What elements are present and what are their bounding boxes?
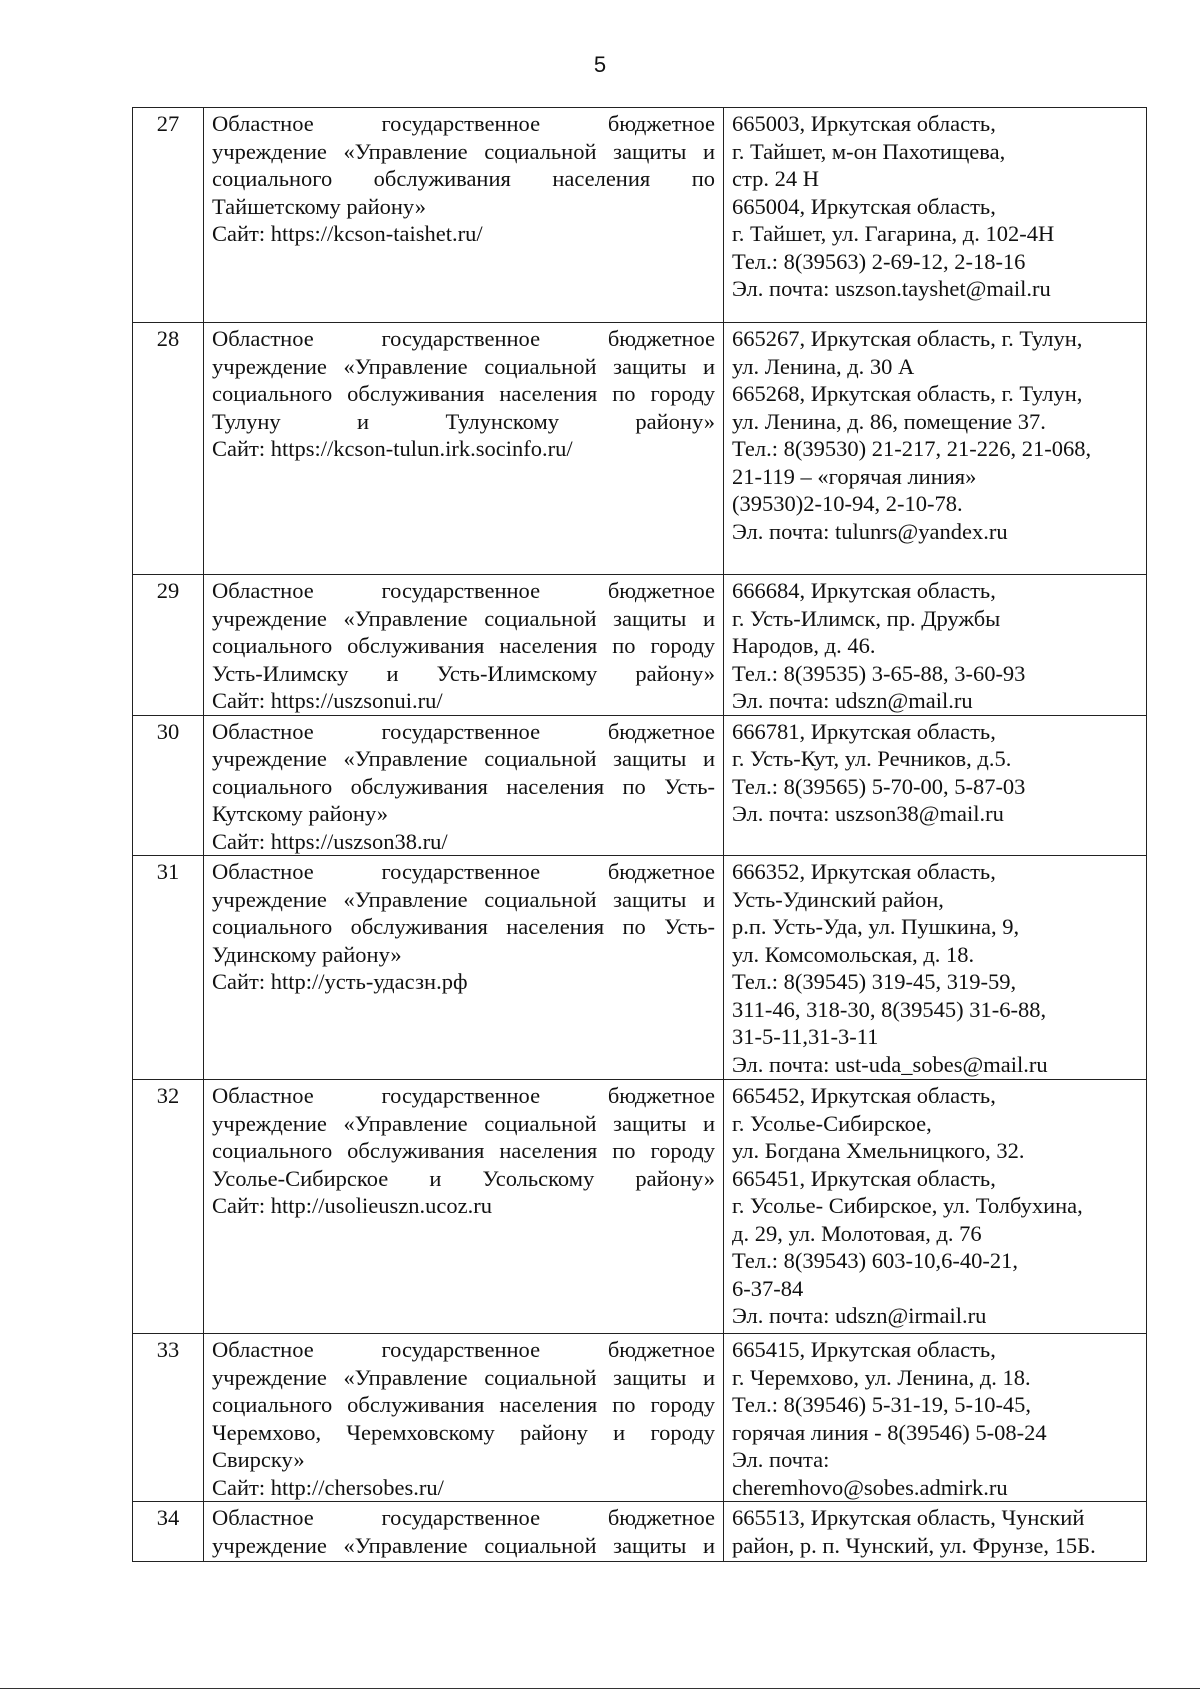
email-line[interactable]: Эл. почта: udszn@mail.ru [732, 688, 973, 713]
address-cell [724, 1334, 1147, 1502]
organization-name-line: Усть-Илимску и Усть-Илимскому району» [212, 660, 715, 686]
address-line: 21-119 – «горячая линия» [732, 463, 977, 489]
organization-name-line: социального обслуживания населения по городу [212, 1138, 715, 1163]
organization-name-line: Областное государственное бюджетное [212, 578, 715, 603]
organization-name-line: Тулуну и Тулунскому району» [212, 408, 715, 434]
address-cell [724, 1502, 1147, 1562]
address-line: район, р. п. Чунский, ул. Фрунзе, 15Б. [732, 1532, 1096, 1558]
row-number: 27 [133, 108, 204, 323]
organization-name-line: Усолье-Сибирское и Усольскому району» [212, 1165, 715, 1191]
table-row [133, 108, 1147, 323]
address-cell [724, 1080, 1147, 1334]
organization-name-line: Кутскому району» [212, 801, 389, 826]
address-line: 666684, Иркутская область, [732, 578, 996, 603]
address-line: Эл. почта: [732, 1447, 830, 1472]
address-line: Тел.: 8(39545) 319-45, 319-59, [732, 969, 1017, 994]
address-line: Тел.: 8(39543) 603-10,6-40-21, [732, 1248, 1018, 1273]
row-number: 32 [133, 1080, 204, 1334]
organization-name-line: Удинскому району» [212, 941, 402, 967]
table-row [133, 856, 1147, 1080]
website-line[interactable]: Сайт: https://kcson-tulun.irk.socinfo.ru/ [212, 436, 573, 461]
organization-cell [204, 575, 724, 716]
organization-name-line: учреждение «Управление социальной защиты и [212, 1532, 715, 1558]
address-line: 666781, Иркутская область, [732, 718, 996, 744]
table-row [133, 575, 1147, 716]
address-line: 665415, Иркутская область, [732, 1337, 996, 1362]
address-line: Тел.: 8(39546) 5-31-19, 5-10-45, [732, 1392, 1032, 1417]
row-number: 33 [133, 1334, 204, 1502]
organization-name-line: учреждение «Управление социальной защиты и [212, 1364, 715, 1390]
address-line: Усть-Удинский район, [732, 886, 944, 912]
organization-name-line: Тайшетскому району» [212, 193, 426, 219]
organization-cell [204, 1080, 724, 1334]
email-line[interactable]: Эл. почта: uszson.tayshet@mail.ru [732, 276, 1051, 301]
address-line: г. Усолье-Сибирское, [732, 1110, 932, 1136]
email-line[interactable]: Эл. почта: ust-uda_sobes@mail.ru [732, 1051, 1048, 1077]
address-line: г. Черемхово, ул. Ленина, д. 18. [732, 1364, 1031, 1390]
address-line: Народов, д. 46. [732, 633, 876, 658]
address-line: г. Усть-Кут, ул. Речников, д.5. [732, 746, 1012, 771]
organization-name-line: социального обслуживания населения по городу [212, 381, 715, 406]
website-line[interactable]: Сайт: http://chersobes.ru/ [212, 1474, 444, 1500]
address-cell [724, 323, 1147, 575]
website-line[interactable]: Сайт: https://uszsonui.ru/ [212, 688, 443, 713]
address-line: г. Усть-Илимск, пр. Дружбы [732, 605, 1001, 631]
organization-name-line: Областное государственное бюджетное [212, 111, 715, 136]
organization-name-line: Областное государственное бюджетное [212, 1505, 715, 1530]
address-cell [724, 575, 1147, 716]
email-line[interactable]: Эл. почта: udszn@irmail.ru [732, 1303, 987, 1328]
address-cell [724, 856, 1147, 1080]
website-line[interactable]: Сайт: http://усть-удасзн.рф [212, 969, 468, 994]
website-line[interactable]: Сайт: http://usolieuszn.ucoz.ru [212, 1193, 492, 1218]
address-line: г. Тайшет, м-он Пахотищева, [732, 138, 1006, 164]
website-line[interactable]: Сайт: https://uszson38.ru/ [212, 828, 448, 854]
organization-name-line: Областное государственное бюджетное [212, 859, 715, 884]
address-line: 6-37-84 [732, 1275, 804, 1301]
organization-name-line: учреждение «Управление социальной защиты и [212, 605, 715, 631]
organization-cell [204, 715, 724, 856]
organization-name-line: социального обслуживания населения по Усть- [212, 914, 715, 939]
address-line: 665004, Иркутская область, [732, 193, 996, 219]
address-line: (39530)2-10-94, 2-10-78. [732, 491, 963, 516]
organization-name-line: учреждение «Управление социальной защиты и [212, 886, 715, 912]
website-line[interactable]: Сайт: https://kcson-taishet.ru/ [212, 221, 483, 246]
table-row [133, 715, 1147, 856]
organization-name-line: Областное государственное бюджетное [212, 326, 715, 351]
address-line: 665452, Иркутская область, [732, 1083, 996, 1108]
address-line: ул. Ленина, д. 30 А [732, 353, 915, 379]
organization-cell [204, 856, 724, 1080]
organization-name-line: Областное государственное бюджетное [212, 1083, 715, 1108]
address-line: ул. Богдана Хмельницкого, 32. [732, 1138, 1025, 1163]
email-line[interactable]: Эл. почта: uszson38@mail.ru [732, 801, 1004, 826]
organization-name-line: социального обслуживания населения по городу [212, 633, 715, 658]
table-row [133, 1080, 1147, 1334]
page-number: 5 [593, 52, 607, 77]
address-line: стр. 24 Н [732, 166, 819, 191]
address-line: Тел.: 8(39535) 3-65-88, 3-60-93 [732, 660, 1026, 686]
address-line: г. Тайшет, ул. Гагарина, д. 102-4Н [732, 221, 1055, 246]
address-cell [724, 715, 1147, 856]
address-line: ул. Комсомольская, д. 18. [732, 941, 975, 967]
row-number: 29 [133, 575, 204, 716]
table-row [133, 323, 1147, 575]
row-number: 30 [133, 715, 204, 856]
organization-name-line: социального обслуживания населения по Усть- [212, 773, 715, 799]
organization-cell [204, 323, 724, 575]
table-row [133, 1502, 1147, 1562]
footer-rule [0, 1688, 1200, 1689]
address-line: д. 29, ул. Молотовая, д. 76 [732, 1220, 982, 1246]
organization-name-line: учреждение «Управление социальной защиты и [212, 138, 715, 164]
organization-name-line: Областное государственное бюджетное [212, 1337, 715, 1362]
email-line[interactable]: Эл. почта: tulunrs@yandex.ru [732, 518, 1008, 544]
address-line: ул. Ленина, д. 86, помещение 37. [732, 408, 1046, 434]
organization-cell [204, 108, 724, 323]
row-number: 34 [133, 1502, 204, 1562]
organization-name-line: Областное государственное бюджетное [212, 718, 715, 744]
address-line: горячая линия - 8(39546) 5-08-24 [732, 1419, 1047, 1445]
address-line: Тел.: 8(39565) 5-70-00, 5-87-03 [732, 773, 1026, 799]
email-line[interactable]: cheremhovo@sobes.admirk.ru [732, 1474, 1008, 1500]
address-line: 311-46, 318-30, 8(39545) 31-6-88, [732, 996, 1047, 1022]
institutions-table [132, 107, 1147, 1562]
organization-cell [204, 1334, 724, 1502]
table-body [133, 108, 1147, 1562]
organization-name-line: учреждение «Управление социальной защиты и [212, 746, 715, 771]
organization-name-line: социального обслуживания населения по городу [212, 1392, 715, 1417]
organization-name-line: Черемхово, Черемховскому району и городу [212, 1419, 715, 1445]
address-line: 666352, Иркутская область, [732, 859, 996, 884]
address-line: 665267, Иркутская область, г. Тулун, [732, 326, 1083, 351]
address-line: 665451, Иркутская область, [732, 1165, 996, 1191]
address-line: 665513, Иркутская область, Чунский [732, 1505, 1085, 1530]
address-line: 31-5-11,31-3-11 [732, 1024, 879, 1049]
table-row [133, 1334, 1147, 1502]
organization-name-line: учреждение «Управление социальной защиты и [212, 1110, 715, 1136]
organization-name-line: учреждение «Управление социальной защиты и [212, 353, 715, 379]
address-line: Тел.: 8(39563) 2-69-12, 2-18-16 [732, 248, 1026, 274]
address-line: г. Усолье- Сибирское, ул. Толбухина, [732, 1193, 1083, 1218]
address-line: Тел.: 8(39530) 21-217, 21-226, 21-068, [732, 436, 1092, 461]
address-cell [724, 108, 1147, 323]
organization-cell [204, 1502, 724, 1562]
address-line: р.п. Усть-Уда, ул. Пушкина, 9, [732, 914, 1020, 939]
organization-name-line: социального обслуживания населения по [212, 166, 715, 191]
address-line: 665268, Иркутская область, г. Тулун, [732, 381, 1083, 406]
row-number: 28 [133, 323, 204, 575]
row-number: 31 [133, 856, 204, 1080]
organization-name-line: Свирску» [212, 1447, 305, 1472]
address-line: 665003, Иркутская область, [732, 111, 996, 136]
